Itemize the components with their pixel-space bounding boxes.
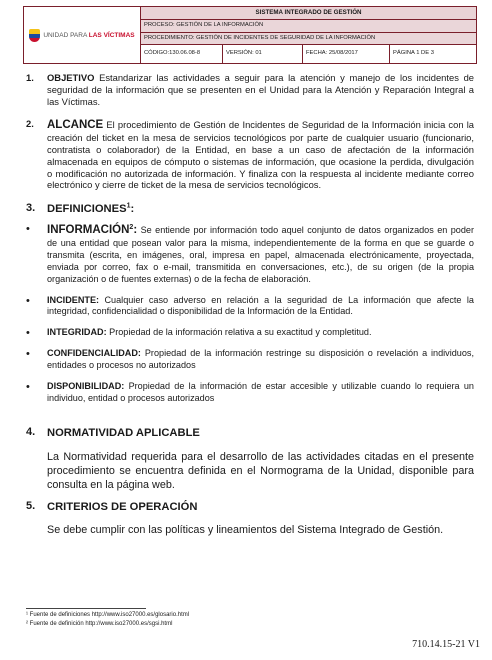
process-label: PROCESO: GESTIÓN DE LA INFORMACIÓN bbox=[141, 20, 476, 33]
section-objetivo: 1. OBJETIVO Estandarizar las actividades a seguir para la atención y manejo de los incidentes de seguridad de la información que se presenten en el Unidad para la Atención y Reparación Integral a las Víctimas. bbox=[26, 72, 474, 107]
document-form-code: 710.14.15-21 V1 bbox=[412, 639, 480, 650]
document-meta-row bbox=[141, 45, 476, 63]
section-title: NORMATIVIDAD APLICABLE bbox=[47, 427, 200, 440]
document-body bbox=[26, 72, 474, 537]
doc-version: VERSIÓN: 01 bbox=[223, 45, 303, 63]
section-text: La Normatividad requerida para el desarrollo de las actividades citadas en el presente procedimiento se encuentra definida en el Normograma de la Unidad, disponible para consulta en la página web. bbox=[47, 450, 474, 491]
section-title: CRITERIOS DE OPERACIÓN bbox=[47, 500, 198, 513]
section-title: OBJETIVO bbox=[47, 72, 95, 83]
coat-of-arms-icon bbox=[29, 29, 40, 42]
procedure-label: PROCEDIMIENTO: GESTIÓN DE INCIDENTES DE SEGURIDAD DE LA INFORMACIÓN bbox=[141, 33, 476, 45]
bullet-icon: • bbox=[26, 327, 30, 340]
system-title: SISTEMA INTEGRADO DE GESTIÓN bbox=[141, 7, 476, 20]
document-header bbox=[23, 6, 477, 64]
definition-informacion: • INFORMACIÓN$^2$: Se entiende por información todo aquel conjunto de datos organizados en poder de una entidad que posean valor para la misma, independientemente de la forma en que se guarde o transmita (escrita, en imágenes, oral, impresa en papel, almacenada electrónicamente, proyectada, enviada por correo, fax o e-mail, transmitida en conversaciones, etc.), de su origen (de la propia organización o de fuentes externas) o de la fecha de elaboración. bbox=[26, 223, 474, 284]
footnote-2: ² Fuente de definición http://www.iso27000.es/sgsi.html bbox=[26, 621, 173, 627]
definition-disponibilidad: • DISPONIBILIDAD: Propiedad de la información de estar accesible y utilizable cuando lo requiera un individuo, entidad o procesos autorizados bbox=[26, 380, 474, 403]
doc-code: CÓDIGO:130.06.08-8 bbox=[141, 45, 223, 63]
section-text: Estandarizar las actividades a seguir para la atención y manejo de los incidentes de seguridad de la información que se presenten en el Unidad para la Atención y Reparación Integral a las Víctimas. bbox=[47, 72, 474, 107]
bullet-icon: • bbox=[26, 294, 30, 307]
section-definiciones: 3. DEFINICIONES$^1$: bbox=[26, 202, 135, 216]
section-text: El procedimiento de Gestión de Incidentes de Seguridad de la Información inicia con la creación del ticket en la mesa de servicios tecnológicos por parte de cualquier usuario (funcionario, contratista o colaborador) de la Entidad, en base a un caso de afectación de la información almacenada en equipos de cómputo o sistemas de información, que ocasione la perdida, divulgación o modificación no autorizada de información. Y finaliza con la respuesta al incidente mediante correo electrónico y cierre de ticket de la mesa de servicios tecnológicos. bbox=[47, 118, 474, 191]
doc-date: FECHA: 25/08/2017 bbox=[303, 45, 390, 63]
definition-integridad: • INTEGRIDAD: Propiedad de la información relativa a su exactitud y completitud. bbox=[26, 327, 372, 340]
bullet-icon: • bbox=[26, 348, 30, 361]
footnote-1: ¹ Fuente de definiciones http://www.iso27000.es/glosario.html bbox=[26, 612, 190, 618]
bullet-icon: • bbox=[26, 223, 30, 236]
section-title: ALCANCE bbox=[47, 118, 104, 131]
definition-incidente: • INCIDENTE: Cualquier caso adverso en relación a la seguridad de La información que afecte la integridad, confidencialidad o disponibilidad de la Información de la Entidad. bbox=[26, 294, 474, 317]
bullet-icon: • bbox=[26, 380, 30, 393]
section-text: Se debe cumplir con las políticas y lineamientos del Sistema Integrado de Gestión. bbox=[47, 523, 444, 536]
section-criterios: 5. CRITERIOS DE OPERACIÓN bbox=[26, 500, 474, 514]
entity-logo bbox=[24, 7, 141, 63]
definition-confidencialidad: • CONFIDENCIALIDAD: Propiedad de la información restringe su disposición o revelación a individuos, entidades o procesos no autorizados bbox=[26, 348, 474, 370]
page-number: PÁGINA 1 DE 3 bbox=[393, 50, 434, 57]
footnote-divider bbox=[26, 608, 146, 609]
section-alcance: 2. ALCANCE El procedimiento de Gestión de Incidentes de Seguridad de la Información inicia con la creación del ticket en la mesa de servicios tecnológicos por parte de cualquier usuario (funcionario, contratista o colaborador) de la Entidad, en base a un caso de afectación de la información almacenada en equipos de cómputo o sistemas de información, que ocasione la perdida, divulgación o modificación no autorizada de información. Y finaliza con la respuesta al incidente mediante correo electrónico y cierre de ticket de la mesa de servicios tecnológicos. bbox=[26, 117, 474, 191]
logo-text: UNIDAD PARA LAS VÍCTIMAS bbox=[43, 31, 135, 39]
section-normatividad: 4. NORMATIVIDAD APLICABLE bbox=[26, 426, 474, 440]
